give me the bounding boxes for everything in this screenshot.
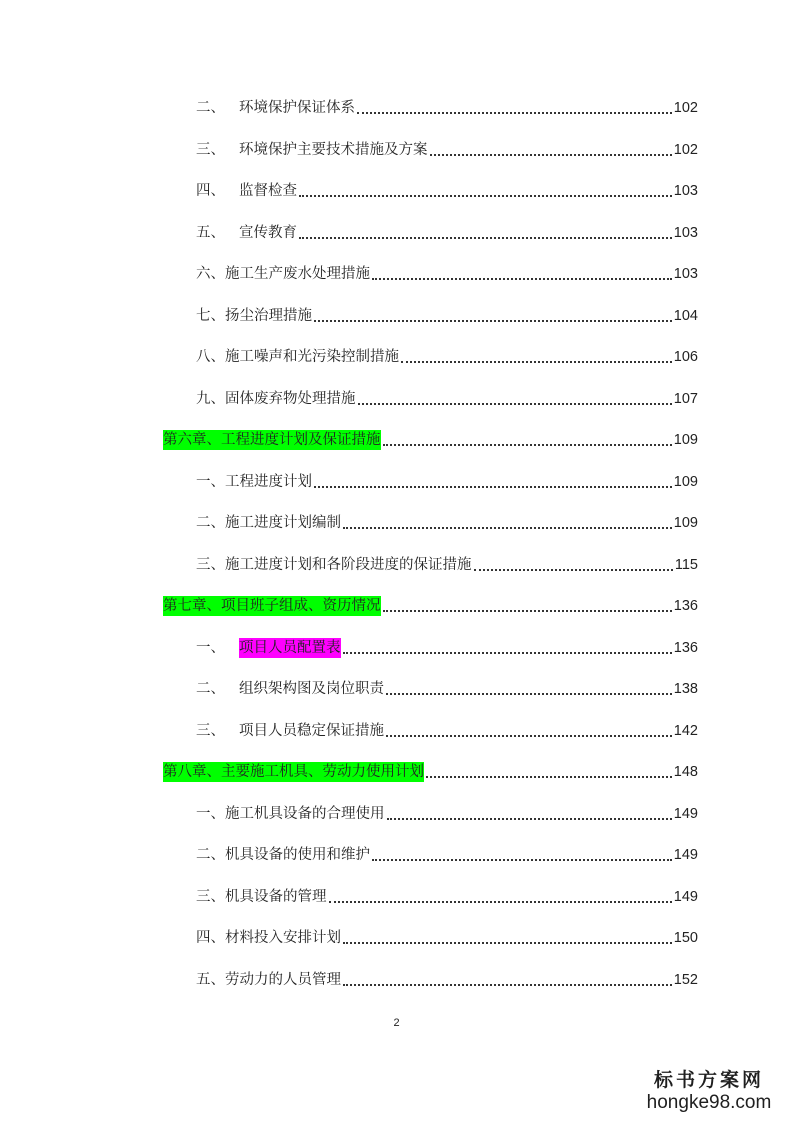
toc-entry-page: 136	[673, 598, 698, 614]
toc-dot-leader	[430, 154, 672, 156]
toc-dot-leader	[386, 735, 672, 737]
toc-dot-leader	[401, 361, 672, 363]
toc-entry-title: 六、施工生产废水处理措施	[196, 266, 370, 282]
toc-dot-leader	[383, 444, 672, 446]
toc-entry-title: 第七章、项目班子组成、资历情况	[163, 598, 381, 614]
toc-entry-row[interactable]	[196, 136, 698, 160]
toc-entry-title: 九、固体废弃物处理措施	[196, 391, 356, 407]
toc-entry-page: 109	[673, 432, 698, 448]
toc-dot-leader	[314, 320, 672, 322]
toc-entry-page: 106	[673, 349, 698, 365]
toc-entry-page: 102	[673, 142, 698, 158]
toc-entry-page: 103	[673, 183, 698, 199]
toc-entry-number: 二、	[196, 681, 225, 697]
toc-dot-leader	[343, 652, 672, 654]
toc-dot-leader	[343, 984, 672, 986]
toc-entry-row[interactable]	[196, 800, 698, 824]
toc-entry-title: 组织架构图及岗位职责	[239, 681, 384, 697]
toc-entry-title: 一、施工机具设备的合理使用	[196, 806, 385, 822]
toc-dot-leader	[358, 403, 672, 405]
watermark-logo	[639, 1068, 779, 1114]
toc-entry-title: 五、劳动力的人员管理	[196, 972, 341, 988]
toc-entry-row[interactable]	[196, 343, 698, 367]
toc-entry-row[interactable]	[196, 675, 698, 699]
toc-dot-leader	[343, 527, 672, 529]
toc-entry-label	[196, 306, 312, 326]
toc-entry-row[interactable]	[196, 468, 698, 492]
toc-dot-leader	[372, 859, 672, 861]
toc-chapter-row[interactable]	[163, 758, 698, 782]
toc-dot-leader	[474, 569, 673, 571]
toc-entry-label	[196, 513, 341, 533]
toc-dot-leader	[387, 818, 672, 820]
toc-dot-leader	[383, 610, 672, 612]
toc-entry-row[interactable]	[196, 717, 698, 741]
toc-entry-number: 三、	[196, 142, 225, 158]
toc-entry-page: 149	[673, 847, 698, 863]
toc-dot-leader	[426, 776, 672, 778]
toc-entry-title: 环境保护保证体系	[239, 100, 355, 116]
toc-entry-row[interactable]	[196, 883, 698, 907]
toc-entry-label	[196, 223, 297, 243]
toc-dot-leader	[314, 486, 672, 488]
toc-entry-page: 149	[673, 806, 698, 822]
toc-entry-label	[196, 721, 384, 741]
toc-entry-page: 103	[673, 225, 698, 241]
toc-dot-leader	[343, 942, 672, 944]
toc-entry-page: 150	[673, 930, 698, 946]
toc-entry-number: 三、	[196, 723, 225, 739]
toc-entry-title: 一、工程进度计划	[196, 474, 312, 490]
toc-entry-page: 148	[673, 764, 698, 780]
toc-entry-title: 项目人员配置表	[239, 640, 341, 656]
toc-entry-title: 三、施工进度计划和各阶段进度的保证措施	[196, 557, 472, 573]
toc-entry-label	[196, 638, 341, 658]
toc-entry-row[interactable]	[196, 966, 698, 990]
toc-entry-title: 第六章、工程进度计划及保证措施	[163, 432, 381, 448]
toc-entry-label	[163, 762, 424, 782]
toc-dot-leader	[299, 237, 672, 239]
toc-entry-label	[196, 928, 341, 948]
toc-entry-row[interactable]	[196, 385, 698, 409]
toc-dot-leader	[299, 195, 672, 197]
toc-entry-page: 138	[673, 681, 698, 697]
toc-dot-leader	[372, 278, 672, 280]
toc-entry-label	[196, 845, 370, 865]
toc-entry-page: 109	[673, 515, 698, 531]
toc-entry-number: 二、	[196, 100, 225, 116]
toc-dot-leader	[329, 901, 672, 903]
toc-entry-page: 104	[673, 308, 698, 324]
toc-entry-label	[196, 804, 385, 824]
toc-entry-title: 项目人员稳定保证措施	[239, 723, 384, 739]
toc-entry-row[interactable]	[196, 177, 698, 201]
toc-entry-title: 七、扬尘治理措施	[196, 308, 312, 324]
toc-entry-label	[196, 98, 355, 118]
toc-entry-row[interactable]	[196, 260, 698, 284]
toc-entry-row[interactable]	[196, 551, 698, 575]
toc-entry-page: 142	[673, 723, 698, 739]
toc-entry-row[interactable]	[196, 924, 698, 948]
toc-entry-label	[196, 140, 428, 160]
toc-entry-row[interactable]	[196, 94, 698, 118]
toc-entry-row[interactable]	[196, 302, 698, 326]
toc-entry-title: 二、机具设备的使用和维护	[196, 847, 370, 863]
toc-entry-title: 环境保护主要技术措施及方案	[239, 142, 428, 158]
toc-chapter-row[interactable]	[163, 426, 698, 450]
toc-entry-title: 监督检查	[239, 183, 297, 199]
toc-entry-title: 第八章、主要施工机具、劳动力使用计划	[163, 764, 424, 780]
toc-dot-leader	[357, 112, 672, 114]
toc-entry-row[interactable]	[196, 219, 698, 243]
toc-entry-page: 115	[674, 557, 698, 573]
toc-entry-number: 一、	[196, 640, 225, 656]
toc-entry-label	[196, 389, 356, 409]
toc-dot-leader	[386, 693, 672, 695]
toc-entry-label	[196, 970, 341, 990]
toc-entry-title: 四、材料投入安排计划	[196, 930, 341, 946]
toc-entry-label	[196, 887, 327, 907]
toc-entry-label	[196, 347, 399, 367]
toc-entry-page: 103	[673, 266, 698, 282]
toc-entry-label	[163, 430, 381, 450]
watermark-url: hongke98.com	[646, 1092, 772, 1113]
toc-entry-page: 107	[673, 391, 698, 407]
toc-entry-row[interactable]	[196, 634, 698, 658]
page-number: 2	[393, 1017, 400, 1029]
toc-entry-label	[163, 596, 381, 616]
toc-entry-label	[196, 181, 297, 201]
toc-entry-label	[196, 555, 472, 575]
toc-entry-title: 宣传教育	[239, 225, 297, 241]
toc-entry-page: 149	[673, 889, 698, 905]
toc-chapter-row[interactable]	[163, 592, 698, 616]
toc-entry-title: 三、机具设备的管理	[196, 889, 327, 905]
toc-entry-page: 109	[673, 474, 698, 490]
toc-entry-label	[196, 264, 370, 284]
toc-entry-label	[196, 679, 384, 699]
toc-entry-row[interactable]	[196, 509, 698, 533]
toc-entry-title: 八、施工噪声和光污染控制措施	[196, 349, 399, 365]
toc-entry-page: 152	[673, 972, 698, 988]
toc-entry-row[interactable]	[196, 841, 698, 865]
toc-entry-page: 136	[673, 640, 698, 656]
toc-entry-title: 二、施工进度计划编制	[196, 515, 341, 531]
toc-entry-number: 五、	[196, 225, 225, 241]
toc-entry-number: 四、	[196, 183, 225, 199]
toc-entry-page: 102	[673, 100, 698, 116]
toc-entry-label	[196, 472, 312, 492]
watermark-brand: 标书方案网	[653, 1069, 764, 1091]
